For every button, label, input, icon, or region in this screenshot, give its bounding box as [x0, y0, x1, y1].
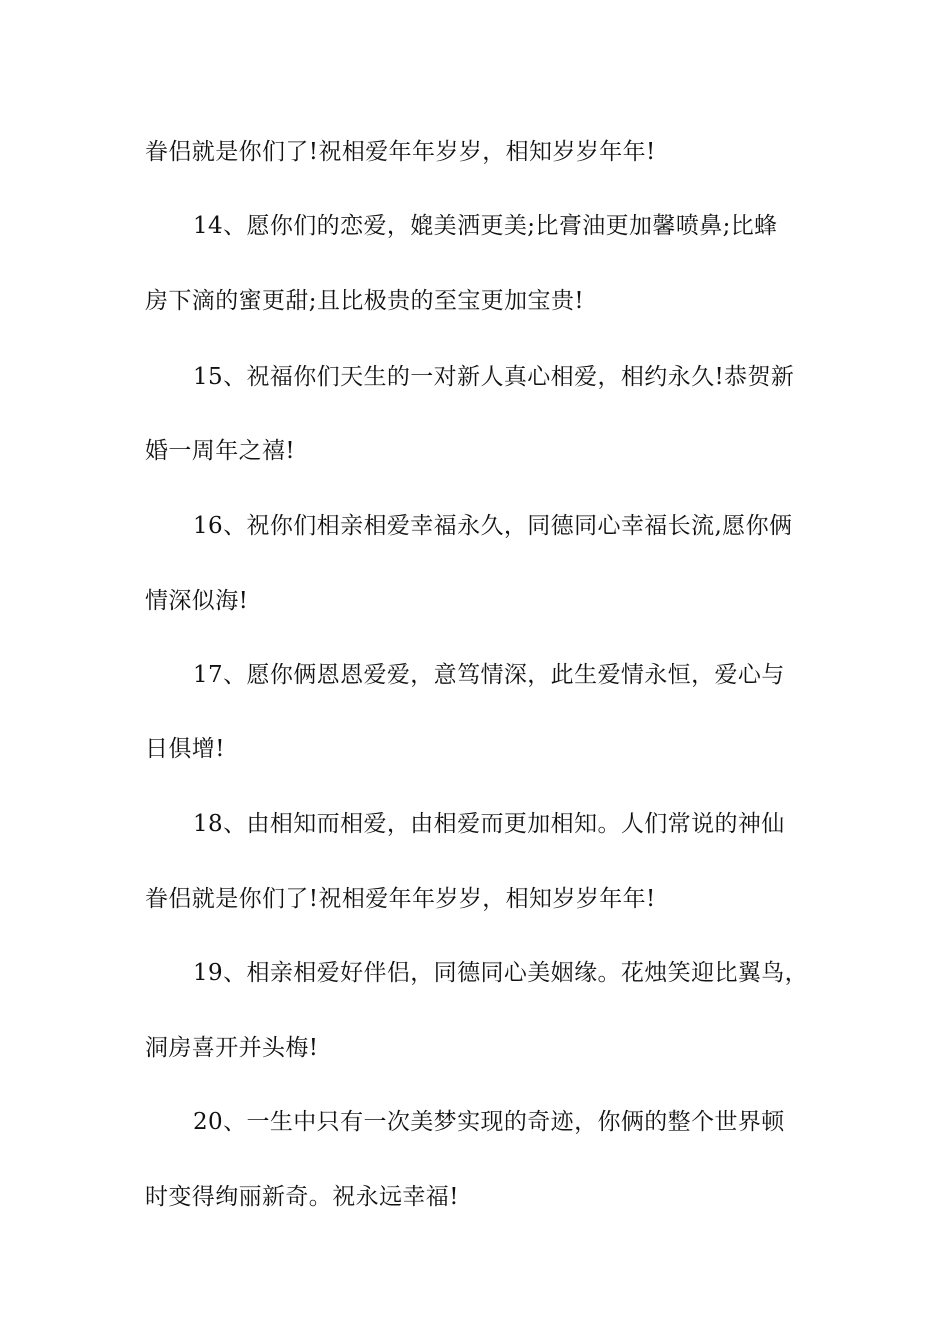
text-line: 情深似海!: [145, 588, 249, 614]
text-line: 16、祝你们相亲相爱幸福永久，同德同心幸福长流,愿你俩: [193, 513, 793, 539]
text-line: 眷侣就是你们了!祝相爱年年岁岁，相知岁岁年年!: [145, 886, 656, 912]
text-line: 14、愿你们的恋爱，媲美洒更美;比膏油更加馨喷鼻;比蜂: [193, 213, 778, 239]
text-line: 婚一周年之禧!: [145, 438, 296, 464]
text-line: 20、一生中只有一次美梦实现的奇迹，你俩的整个世界顿: [193, 1109, 785, 1135]
text-line: 15、祝福你们天生的一对新人真心相爱，相约永久!恭贺新: [193, 364, 795, 390]
text-line: 眷侣就是你们了!祝相爱年年岁岁，相知岁岁年年!: [145, 139, 656, 165]
text-line: 日俱增!: [145, 736, 225, 762]
text-line: 时变得绚丽新奇。祝永远幸福!: [145, 1184, 459, 1210]
text-line: 17、愿你俩恩恩爱爱，意笃情深，此生爱情永恒，爱心与: [193, 662, 785, 688]
text-line: 19、相亲相爱好伴侣，同德同心美姻缘。花烛笑迎比翼鸟，: [193, 960, 809, 986]
text-line: 18、由相知而相爱，由相爱而更加相知。人们常说的神仙: [193, 811, 785, 837]
text-line: 洞房喜开并头梅!: [145, 1035, 319, 1061]
text-line: 房下滴的蜜更甜;且比极贵的至宝更加宝贵!: [145, 288, 584, 314]
